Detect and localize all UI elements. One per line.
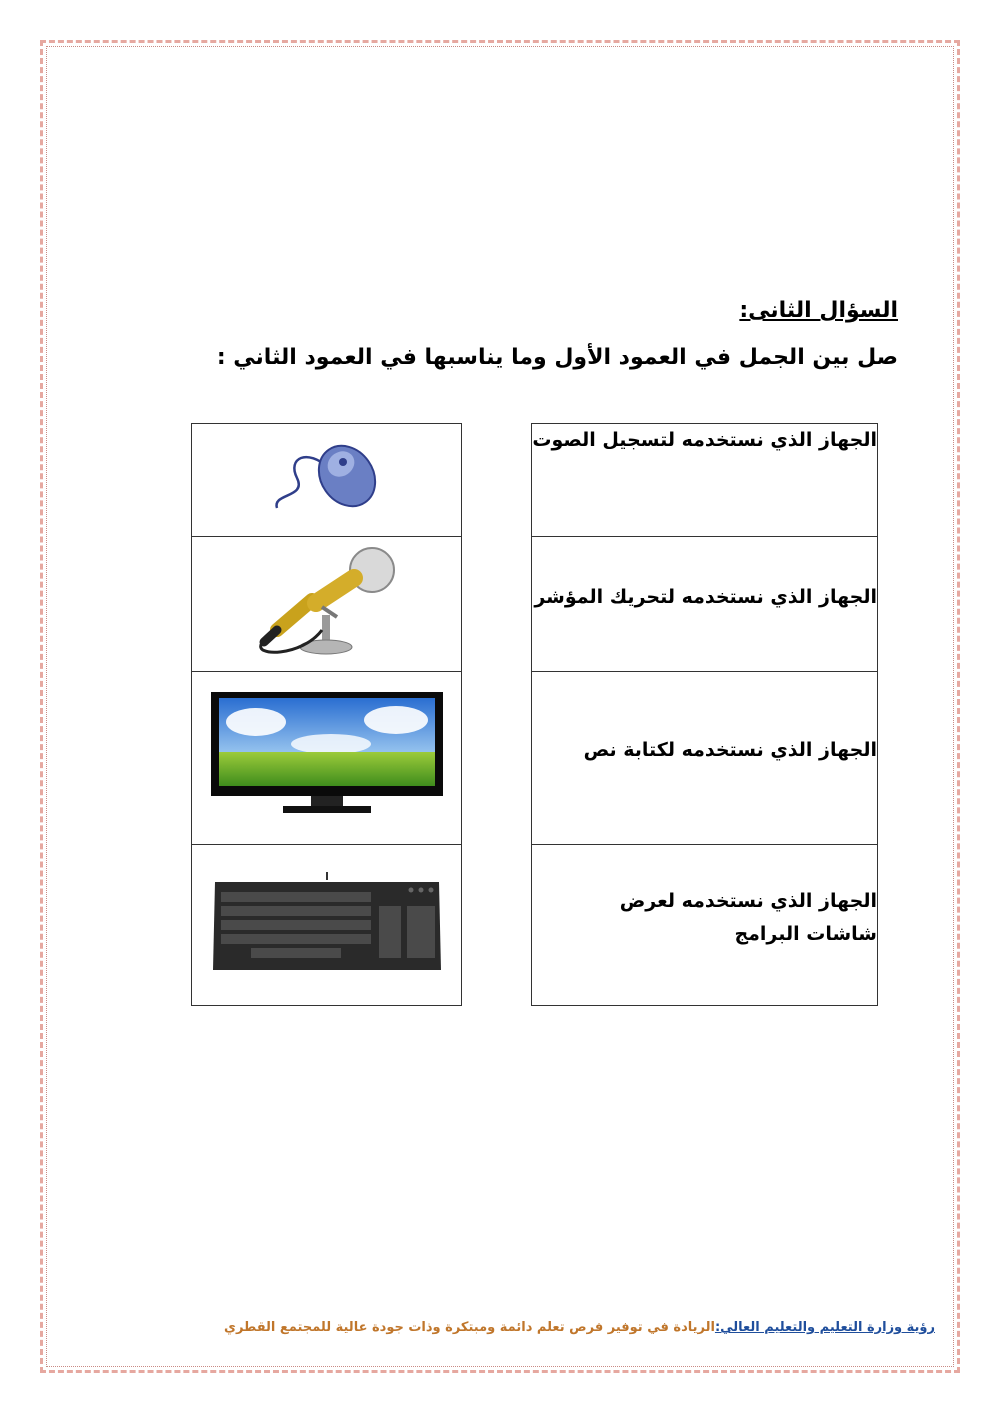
monitor-icon <box>211 692 443 820</box>
image-cell[interactable] <box>192 537 462 672</box>
footer-text: الريادة في توفير فرص تعلم دائمة ومبتكرة وذات جودة عالية للمجتمع القطري <box>224 1320 715 1335</box>
sentence-cell[interactable] <box>532 845 878 1006</box>
sentences-column <box>531 423 878 1006</box>
image-cell[interactable] <box>192 424 462 537</box>
image-cell[interactable] <box>192 845 462 1006</box>
ministry-vision-footer <box>224 1320 935 1335</box>
sentence-cell[interactable] <box>532 537 878 672</box>
sentence-text: الجهاز الذي نستخدمه لكتابة نص <box>583 739 877 761</box>
sentence-text: الجهاز الذي نستخدمه لعرض شاشات البرامج <box>619 890 877 945</box>
sentence-text: الجهاز الذي نستخدمه لتحريك المؤشر <box>534 586 877 608</box>
image-cell[interactable] <box>192 672 462 845</box>
sentence-cell[interactable] <box>532 424 878 537</box>
keyboard-icon <box>211 870 443 976</box>
images-column <box>191 423 462 1006</box>
microphone-icon <box>242 545 412 660</box>
sentence-cell[interactable] <box>532 672 878 845</box>
question-instruction: صل بين الجمل في العمود الأول وما يناسبها في العمود الثاني : <box>216 345 898 370</box>
sentence-text: الجهاز الذي نستخدمه لتسجيل الصوت <box>532 429 877 451</box>
question-title: السؤال الثانى: <box>739 298 898 323</box>
mouse-icon <box>267 438 387 518</box>
footer-label: رؤية وزارة التعليم والتعليم العالي: <box>714 1320 935 1335</box>
